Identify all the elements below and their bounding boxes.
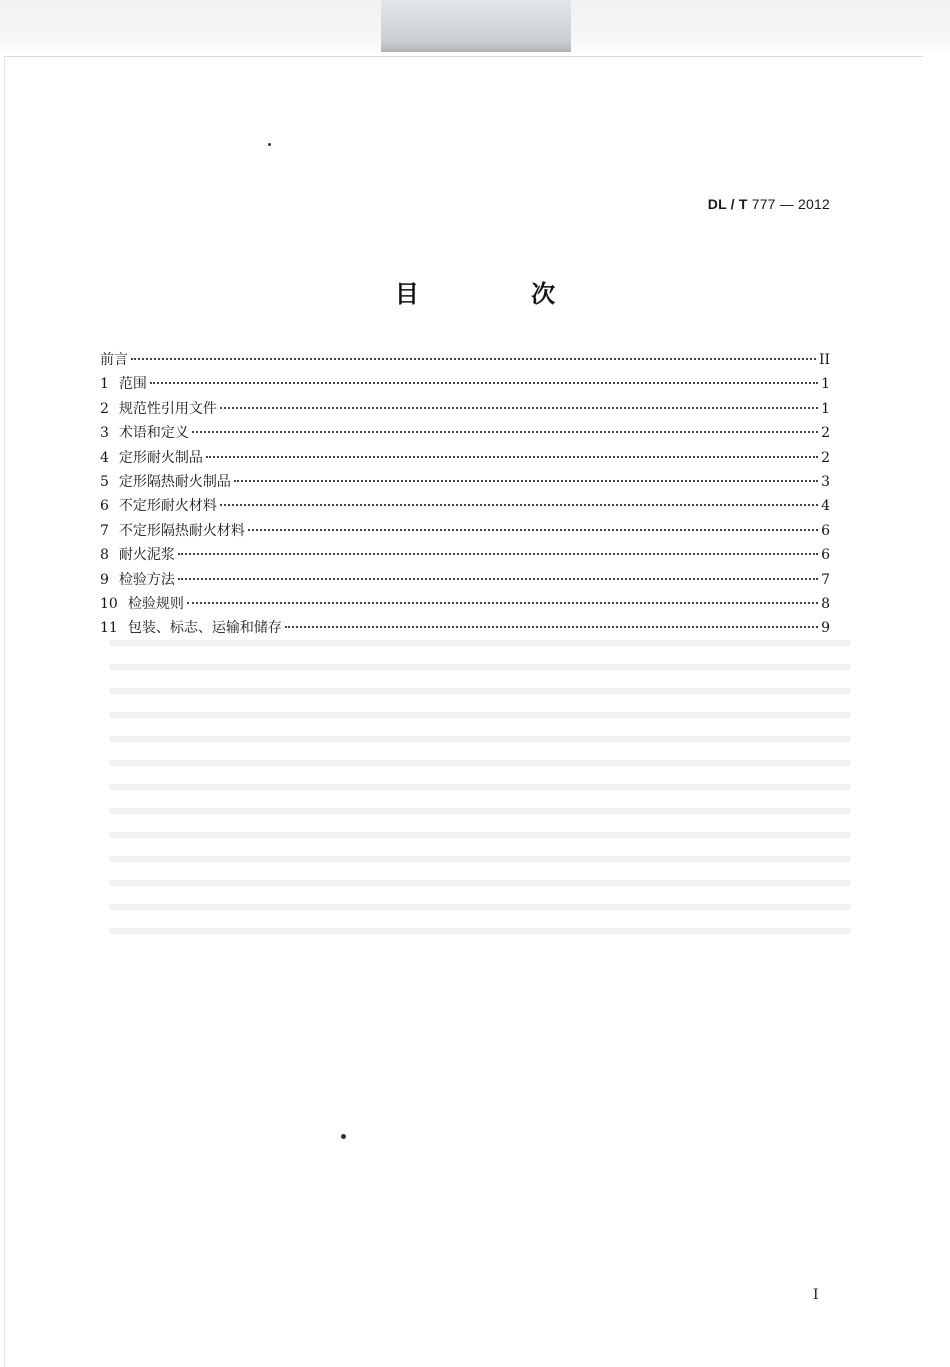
toc-entry	[100, 471, 830, 495]
toc-entry-page: 2	[821, 425, 830, 442]
toc-entry-title: 前言	[100, 352, 128, 368]
toc-leader-dots	[178, 553, 818, 555]
toc-leader-dots	[178, 578, 818, 580]
toc-entry-title: 检验规则	[127, 595, 184, 612]
toc-entry	[100, 544, 830, 568]
toc-entry-page: 9	[821, 620, 830, 637]
toc-leader-dots	[220, 504, 818, 506]
toc-leader-dots	[187, 602, 818, 604]
toc-entry-page: 6	[821, 547, 830, 564]
toc-entry	[100, 398, 830, 422]
toc-entry-page: 8	[821, 595, 830, 612]
toc-leader-dots	[206, 456, 818, 458]
toc-entry-page: II	[818, 352, 830, 368]
toc-leader-dots	[234, 480, 818, 482]
table-of-contents	[100, 349, 830, 642]
toc-entry-number: 10	[100, 595, 118, 612]
scanner-tab	[381, 0, 571, 52]
toc-entry-title: 耐火泥浆	[118, 547, 175, 564]
toc-entry-number: 11	[100, 620, 118, 637]
scan-speck	[341, 1134, 346, 1139]
toc-entry-page: 4	[821, 498, 830, 515]
toc-leader-dots	[220, 407, 818, 409]
scan-speck	[268, 143, 271, 146]
toc-entry	[100, 520, 830, 544]
toc-entry-page: 1	[821, 400, 830, 417]
toc-entry	[100, 447, 830, 471]
toc-entry-number: 7	[100, 522, 109, 539]
toc-entry-number: 4	[100, 449, 109, 466]
toc-entry-page: 6	[821, 522, 830, 539]
page-title: 目 次	[394, 279, 608, 308]
toc-entry	[100, 349, 830, 373]
toc-entry	[100, 569, 830, 593]
toc-entry-number: 9	[100, 571, 109, 588]
toc-entry-number: 3	[100, 425, 109, 442]
toc-entry-page: 3	[821, 473, 830, 490]
standard-code-number: 777 — 2012	[751, 196, 830, 212]
toc-leader-dots	[192, 431, 818, 433]
standard-code-prefix: DL / T	[707, 196, 748, 212]
toc-entry-number: 6	[100, 498, 109, 515]
toc-entry-title: 规范性引用文件	[118, 400, 217, 417]
toc-entry-title: 定形隔热耐火制品	[118, 473, 231, 490]
toc-entry-title: 不定形隔热耐火材料	[118, 522, 245, 539]
toc-entry-title: 检验方法	[118, 571, 175, 588]
standard-code	[708, 196, 830, 212]
toc-entry-title: 定形耐火制品	[118, 449, 203, 466]
toc-leader-dots	[285, 626, 818, 628]
toc-entry	[100, 422, 830, 446]
page-number: I	[813, 1287, 819, 1303]
toc-leader-dots	[150, 382, 818, 384]
toc-entry-title: 术语和定义	[118, 425, 189, 442]
toc-entry-page: 1	[821, 376, 830, 393]
toc-entry-page: 7	[821, 571, 830, 588]
toc-entry	[100, 373, 830, 397]
toc-leader-dots	[248, 529, 818, 531]
toc-entry-number: 2	[100, 400, 109, 417]
toc-entry	[100, 593, 830, 617]
bleed-through-text	[110, 640, 850, 940]
toc-leader-dots	[131, 358, 816, 360]
toc-entry-page: 2	[821, 449, 830, 466]
toc-entry	[100, 617, 830, 641]
toc-entry	[100, 495, 830, 519]
toc-entry-number: 1	[100, 376, 109, 393]
toc-entry-number: 5	[100, 473, 109, 490]
toc-entry-title: 范围	[118, 376, 147, 393]
toc-entry-number: 8	[100, 547, 109, 564]
toc-entry-title: 不定形耐火材料	[118, 498, 217, 515]
toc-entry-title: 包装、标志、运输和储存	[127, 620, 282, 637]
